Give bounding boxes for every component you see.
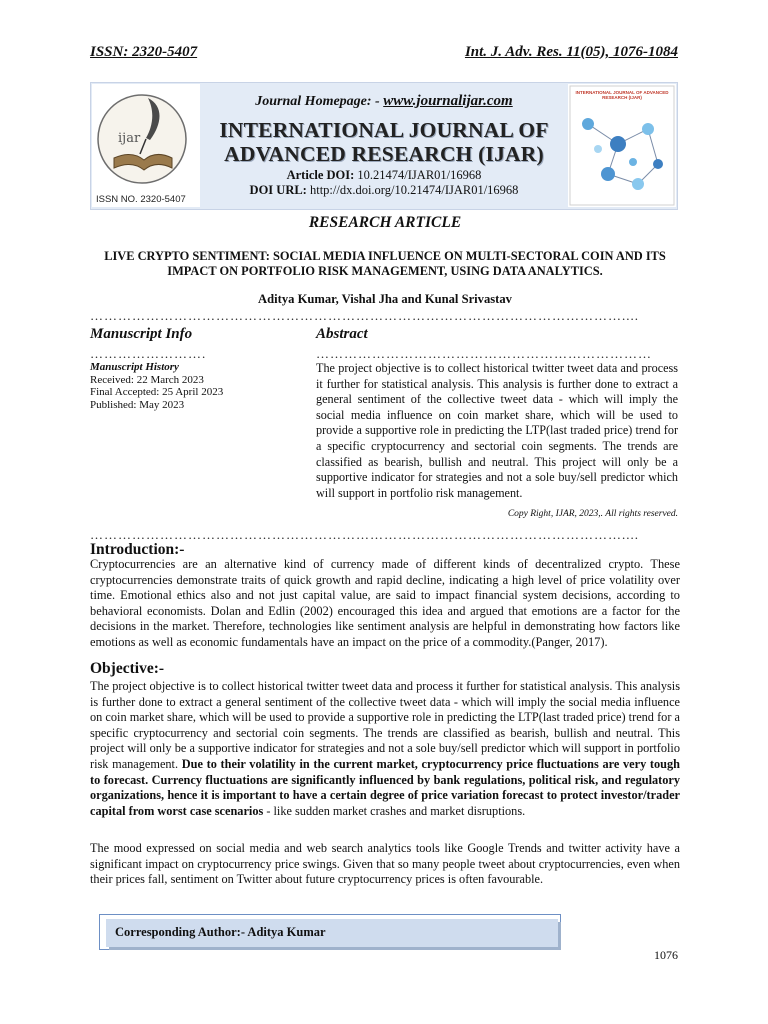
manuscript-history	[90, 361, 290, 411]
copyright: Copy Right, IJAR, 2023,. All rights reserved.	[507, 509, 678, 519]
separator-top: ……………………………………………………………………………………………………....	[90, 308, 639, 323]
authors: Aditya Kumar, Vishal Jha and Kunal Srivastav	[258, 292, 512, 306]
doi-label: Article DOI:	[286, 168, 355, 182]
objective-bold: Due to their volatility in the current market, cryptocurrency price fluctuations are very tough to forecast. Currency fluctuations are significantly influenced by bank regulations, political risk, and regulatory organizations, hence it is important to have a certain degree of price variation forecast to protect investor/trader capital from worst case scenarios	[90, 756, 681, 818]
journal-cover	[568, 84, 676, 207]
citation-header: Int. J. Adv. Res. 11(05), 1076-1084	[464, 44, 678, 60]
manuscript-info-heading: Manuscript Info	[90, 326, 193, 342]
published-date: Published: May 2023	[90, 398, 185, 411]
journal-title-line1: INTERNATIONAL JOURNAL OF	[219, 118, 549, 142]
article-type: RESEARCH ARTICLE	[308, 214, 462, 231]
objective-paragraph-2: The mood expressed on social media and web search analytics tools like Google Trends and twitter activity have a significant impact on cryptocurrency price swings. Given that so many people tweet about cryptocurrencies, even when their prices fall, sentiment on Twitter about future cryptocurrency prices is often favourable.	[90, 841, 680, 887]
article-title	[90, 249, 680, 279]
abstract-heading: Abstract	[316, 326, 368, 342]
journal-title	[205, 118, 563, 166]
objective-plain: The project objective is to collect historical twitter tweet data and process it further for statistical analysis. This analysis is further done to extract a general sentiment of the collective tweet data - which will imply the social media influence on coin market share, which will be used to provide a supportive role in predicting the LTP(last traded price) trend for a specific cryptocurrency and sectorial coin segments. The trends are classified as bearish, bullish and neutral. This project will only be a supportive indicator for strategies and not a sole buy/sell predictor which will support in portfolio risk management.	[90, 679, 680, 771]
introduction-heading: Introduction:-	[90, 541, 185, 558]
homepage-label: Journal Homepage: -	[255, 94, 380, 109]
separator-right: ………………………………………………………………	[316, 346, 652, 361]
article-title-line2: IMPACT ON PORTFOLIO RISK MANAGEMENT, USING DATA ANALYTICS.	[167, 264, 603, 278]
objective-tail: - like sudden market crashes and market disruptions.	[263, 803, 526, 818]
abstract-text: The project objective is to collect historical twitter tweet data and process it further for statistical analysis. This analysis is further done to extract a general sentiment of the collective tweet data - which will imply the social media influence on coin market share, which will be used to provide a supportive role in predicting the LTP(last traded price) trend for a specific cryptocurrency and sectorial coin segments. The trends are classified as bearish, bullish and neutral. This project will only be a supportive indicator for strategies and not a sole buy/sell predictor which will support in portfolio risk management.	[316, 361, 678, 500]
ijar-logo-icon	[92, 84, 200, 207]
cover-title: INTERNATIONAL JOURNAL OF ADVANCED RESEARCH (IJAR)	[575, 90, 669, 100]
journal-title-line2: ADVANCED RESEARCH (IJAR)	[224, 142, 544, 166]
separator-bottom: ……………………………………………………………………………………………………....	[90, 527, 639, 542]
doi-url-label: DOI URL:	[249, 183, 307, 197]
doi-block	[205, 168, 563, 198]
logo-issn-text: ISSN NO. 2320-5407	[96, 194, 186, 205]
separator-left: …………………….	[90, 346, 207, 361]
journal-logo	[92, 84, 200, 207]
issn-header: ISSN: 2320-5407	[90, 44, 198, 60]
corresponding-author-box	[106, 919, 558, 947]
corresponding-author: Corresponding Author:- Aditya Kumar	[115, 925, 326, 939]
accepted-date: Final Accepted: 25 April 2023	[90, 386, 224, 398]
received-date: Received: 22 March 2023	[90, 373, 204, 386]
page-number: 1076	[654, 948, 678, 962]
doi-url-link[interactable]: http://dx.doi.org/10.21474/IJAR01/16968	[309, 183, 519, 197]
introduction-text: Cryptocurrencies are an alternative kind of currency made of different kinds of decentralized crypto. These cryptocurrencies demonstrate traits of quick growth and rapid decline, indicating a high level of price volatility over time. Emotional ethics also and not just capital value, are said to impact financial system decisions, according to behavioral economists. Dolan and Edlin (2002) encouraged this idea and argued that emotions are a factor for the decisions in the market. Therefore, technologies like sentiment analysis are helpful in demonstrating how factors like emotions as well as economic fundamentals have an impact on the price of a commodity.(Panger, 2017).	[90, 557, 680, 649]
objective-heading: Objective:-	[90, 660, 165, 677]
homepage-link[interactable]: www.journalijar.com	[383, 93, 513, 109]
molecule-cover-icon	[568, 84, 676, 207]
objective-text	[90, 679, 680, 819]
logo-ijar-text: ijar	[118, 131, 141, 146]
doi-value: 10.21474/IJAR01/16968	[357, 168, 482, 182]
article-title-line1: LIVE CRYPTO SENTIMENT: SOCIAL MEDIA INFLUENCE ON MULTI-SECTORAL COIN AND ITS	[104, 249, 666, 263]
journal-homepage	[205, 93, 563, 110]
history-label: Manuscript History	[90, 361, 179, 373]
